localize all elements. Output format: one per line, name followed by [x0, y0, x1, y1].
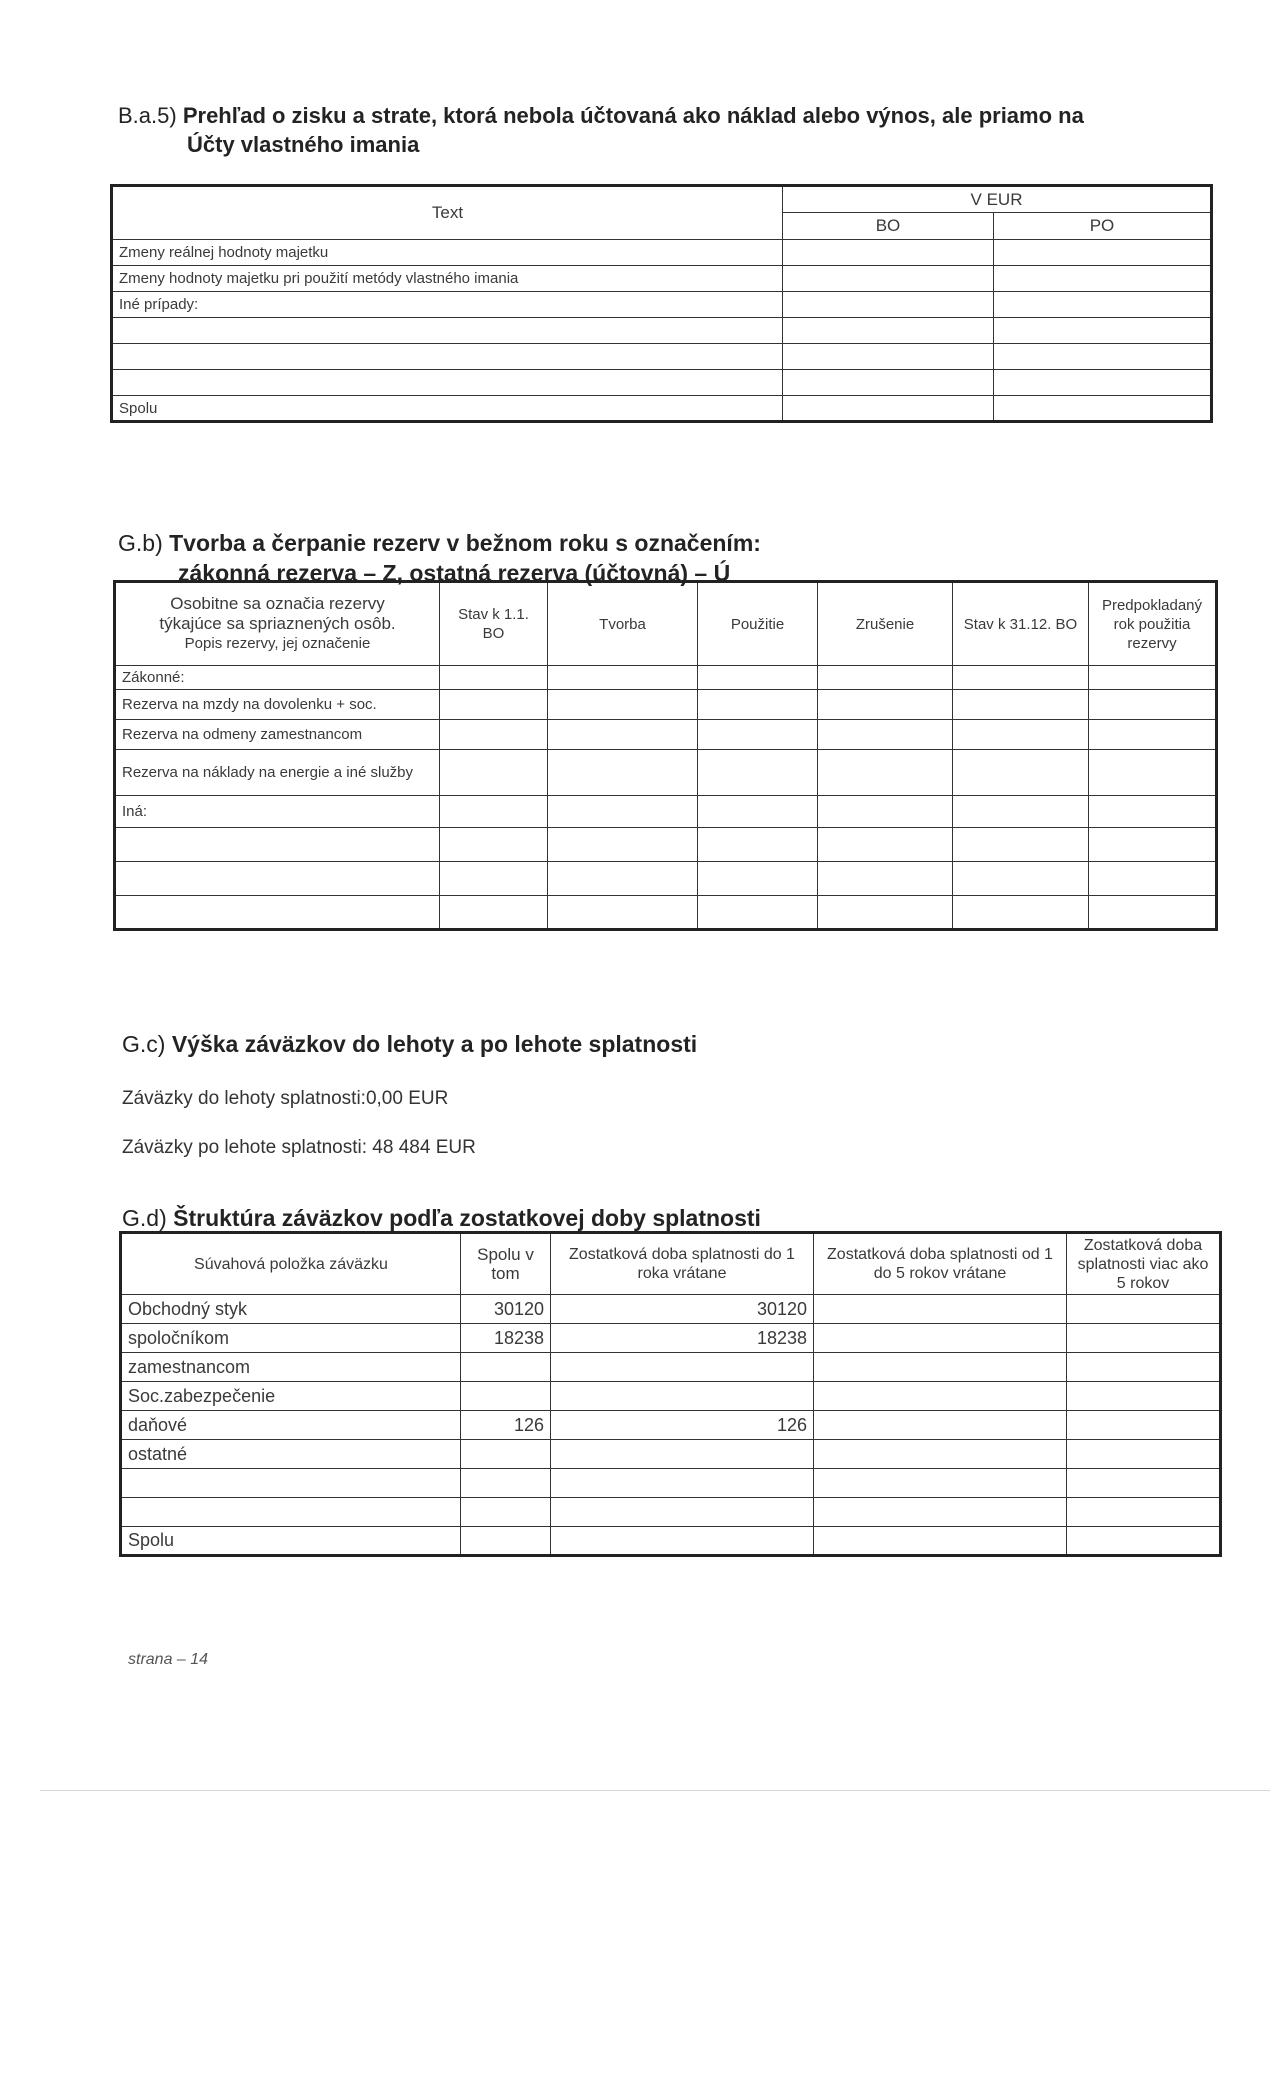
gb-cell	[818, 720, 953, 750]
gd-cell-do1	[551, 1382, 814, 1411]
gd-cell-viac5	[1067, 1469, 1221, 1498]
ba5-col-veur: V EUR	[783, 186, 1212, 213]
ba5-col-bo: BO	[783, 213, 994, 240]
gd-cell-1do5	[814, 1469, 1067, 1498]
gb-col-stav3112: Stav k 31.12. BO	[953, 582, 1089, 666]
ba5-row-label	[112, 318, 783, 344]
ba5-cell	[994, 240, 1212, 266]
gd-cell-1do5	[814, 1324, 1067, 1353]
gb-cell	[818, 896, 953, 930]
gd-cell-do1	[551, 1527, 814, 1556]
gd-cell-1do5	[814, 1295, 1067, 1324]
ba5-cell	[994, 318, 1212, 344]
gb-row-label: Zákonné:	[115, 666, 440, 690]
gb-cell	[548, 666, 698, 690]
gb-cell	[1089, 828, 1217, 862]
heading-gc-number: G.c)	[122, 1031, 166, 1057]
gb-col-desc-3: Popis rezervy, jej označenie	[184, 635, 371, 652]
gd-row-label: zamestnancom	[121, 1353, 461, 1382]
gb-col-zrusenie: Zrušenie	[818, 582, 953, 666]
gb-col-pouzitie: Použitie	[698, 582, 818, 666]
gd-cell-do1: 18238	[551, 1324, 814, 1353]
table-gd	[119, 1231, 1222, 1557]
gd-cell-do1: 126	[551, 1411, 814, 1440]
gb-cell	[953, 896, 1089, 930]
gd-cell-1do5	[814, 1382, 1067, 1411]
ba5-row-label: Zmeny reálnej hodnoty majetku	[112, 240, 783, 266]
gd-cell-spolu	[461, 1353, 551, 1382]
gd-col-viac5: Zostatková doba splatnosti viac ako 5 rokov	[1067, 1233, 1221, 1295]
ba5-row-label: Iné prípady:	[112, 292, 783, 318]
gd-cell-1do5	[814, 1498, 1067, 1527]
gd-cell-spolu	[461, 1440, 551, 1469]
gb-cell	[548, 828, 698, 862]
gd-cell-1do5	[814, 1353, 1067, 1382]
gd-col-item: Súvahová položka záväzku	[121, 1233, 461, 1295]
gb-cell	[698, 862, 818, 896]
table-gb	[113, 580, 1218, 931]
gd-row-label	[121, 1469, 461, 1498]
gb-row-label: Rezerva na odmeny zamestnancom	[115, 720, 440, 750]
gb-cell	[1089, 690, 1217, 720]
gd-cell-spolu	[461, 1498, 551, 1527]
ba5-cell	[994, 370, 1212, 396]
ba5-cell	[783, 292, 994, 318]
gd-cell-spolu	[461, 1382, 551, 1411]
ba5-cell	[994, 396, 1212, 422]
gb-cell	[1089, 720, 1217, 750]
gb-cell	[548, 796, 698, 828]
heading-gb-line2: zákonná rezerva – Z, ostatná rezerva (účtovná) – Ú	[178, 560, 731, 586]
page-edge-divider	[40, 1790, 1270, 1791]
gb-cell	[953, 720, 1089, 750]
gb-row-label	[115, 828, 440, 862]
gd-row-label	[121, 1498, 461, 1527]
gb-cell	[440, 828, 548, 862]
heading-gb-line1: Tvorba a čerpanie rezerv v bežnom roku s označením:	[169, 530, 761, 556]
gb-cell	[818, 862, 953, 896]
gd-cell-do1	[551, 1353, 814, 1382]
gb-cell	[440, 896, 548, 930]
gb-cell	[440, 690, 548, 720]
gd-cell-spolu	[461, 1527, 551, 1556]
heading-gd	[122, 1205, 761, 1232]
gb-cell	[698, 690, 818, 720]
gc-line-before-due: Záväzky do lehoty splatnosti:0,00 EUR	[122, 1088, 449, 1109]
ba5-cell	[783, 344, 994, 370]
heading-gd-text: Štruktúra záväzkov podľa zostatkovej doby splatnosti	[173, 1205, 761, 1231]
heading-gc	[122, 1031, 697, 1058]
gb-col-predpoklad: Predpokladaný rok použitia rezervy	[1089, 582, 1217, 666]
gd-cell-do1	[551, 1440, 814, 1469]
heading-gb	[118, 528, 761, 588]
gd-cell-spolu: 18238	[461, 1324, 551, 1353]
gd-row-label: ostatné	[121, 1440, 461, 1469]
ba5-row-label: Spolu	[112, 396, 783, 422]
ba5-col-po: PO	[994, 213, 1212, 240]
gb-cell	[953, 862, 1089, 896]
page-number: strana – 14	[128, 1651, 209, 1668]
gb-row-label: Rezerva na mzdy na dovolenku + soc.	[115, 690, 440, 720]
gb-cell	[953, 690, 1089, 720]
ba5-cell	[994, 266, 1212, 292]
gb-cell	[953, 828, 1089, 862]
gb-row-label: Rezerva na náklady na energie a iné služby	[115, 750, 440, 796]
ba5-cell	[783, 318, 994, 344]
ba5-col-text: Text	[112, 186, 783, 240]
gd-cell-viac5	[1067, 1440, 1221, 1469]
ba5-cell	[783, 240, 994, 266]
gb-cell	[440, 720, 548, 750]
gb-cell	[953, 666, 1089, 690]
gb-cell	[548, 750, 698, 796]
gd-cell-1do5	[814, 1527, 1067, 1556]
gd-row-label: daňové	[121, 1411, 461, 1440]
gd-cell-viac5	[1067, 1295, 1221, 1324]
gb-cell	[1089, 666, 1217, 690]
gb-col-desc-1: Osobitne sa označia rezervy	[170, 594, 385, 613]
gb-cell	[698, 896, 818, 930]
gd-col-1do5: Zostatková doba splatnosti od 1 do 5 rokov vrátane	[814, 1233, 1067, 1295]
gd-row-label: Spolu	[121, 1527, 461, 1556]
gd-col-do1: Zostatková doba splatnosti do 1 roka vrátane	[551, 1233, 814, 1295]
heading-gc-text: Výška záväzkov do lehoty a po lehote splatnosti	[171, 1031, 698, 1057]
gc-line-after-due: Záväzky po lehote splatnosti: 48 484 EUR	[122, 1137, 476, 1158]
gb-col-stav11: Stav k 1.1. BO	[440, 582, 548, 666]
gb-cell	[548, 690, 698, 720]
gd-col-spolu: Spolu v tom	[461, 1233, 551, 1295]
gb-row-label	[115, 896, 440, 930]
gb-cell	[953, 750, 1089, 796]
gd-cell-spolu: 30120	[461, 1295, 551, 1324]
gd-row-label: Soc.zabezpečenie	[121, 1382, 461, 1411]
gd-cell-spolu: 126	[461, 1411, 551, 1440]
ba5-cell	[783, 370, 994, 396]
gb-cell	[440, 862, 548, 896]
gb-cell	[818, 796, 953, 828]
ba5-row-label	[112, 370, 783, 396]
gb-cell	[440, 796, 548, 828]
gb-cell	[818, 750, 953, 796]
gd-cell-do1	[551, 1498, 814, 1527]
heading-ba5-line2: Účty vlastného imania	[187, 132, 420, 157]
gb-col-tvorba: Tvorba	[548, 582, 698, 666]
gd-row-label: spoločníkom	[121, 1324, 461, 1353]
gd-row-label: Obchodný styk	[121, 1295, 461, 1324]
ba5-cell	[994, 344, 1212, 370]
gb-col-desc	[115, 582, 440, 666]
gb-row-label: Iná:	[115, 796, 440, 828]
gd-cell-viac5	[1067, 1498, 1221, 1527]
heading-ba5-line1: Prehľad o zisku a strate, ktorá nebola účtovaná ako náklad alebo výnos, ale priamo na	[182, 103, 1084, 128]
gd-cell-viac5	[1067, 1353, 1221, 1382]
gd-cell-viac5	[1067, 1411, 1221, 1440]
gb-cell	[548, 862, 698, 896]
gb-cell	[698, 720, 818, 750]
gb-col-desc-2: týkajúce sa spriaznených osôb.	[159, 614, 396, 633]
gb-cell	[1089, 796, 1217, 828]
gd-cell-viac5	[1067, 1527, 1221, 1556]
ba5-cell	[783, 396, 994, 422]
gb-cell	[440, 666, 548, 690]
ba5-cell	[994, 292, 1212, 318]
gb-cell	[698, 750, 818, 796]
gd-cell-do1	[551, 1469, 814, 1498]
heading-gb-number: G.b)	[118, 530, 163, 556]
gb-cell	[818, 690, 953, 720]
gb-cell	[548, 720, 698, 750]
gb-cell	[548, 896, 698, 930]
table-ba5	[110, 184, 1213, 423]
gb-cell	[953, 796, 1089, 828]
gd-cell-1do5	[814, 1411, 1067, 1440]
gd-cell-viac5	[1067, 1382, 1221, 1411]
gb-cell	[1089, 896, 1217, 930]
heading-ba5	[118, 101, 1084, 159]
ba5-row-label: Zmeny hodnoty majetku pri použití metódy vlastného imania	[112, 266, 783, 292]
gb-cell	[818, 828, 953, 862]
heading-ba5-number: B.a.5)	[118, 103, 177, 128]
gd-cell-1do5	[814, 1440, 1067, 1469]
gd-cell-do1: 30120	[551, 1295, 814, 1324]
gb-row-label	[115, 862, 440, 896]
gb-cell	[1089, 750, 1217, 796]
heading-gd-number: G.d)	[122, 1205, 167, 1231]
gb-cell	[698, 796, 818, 828]
gd-cell-viac5	[1067, 1324, 1221, 1353]
gb-cell	[440, 750, 548, 796]
gb-cell	[1089, 862, 1217, 896]
ba5-row-label	[112, 344, 783, 370]
gb-cell	[698, 666, 818, 690]
gb-cell	[818, 666, 953, 690]
gb-cell	[698, 828, 818, 862]
gd-cell-spolu	[461, 1469, 551, 1498]
ba5-cell	[783, 266, 994, 292]
